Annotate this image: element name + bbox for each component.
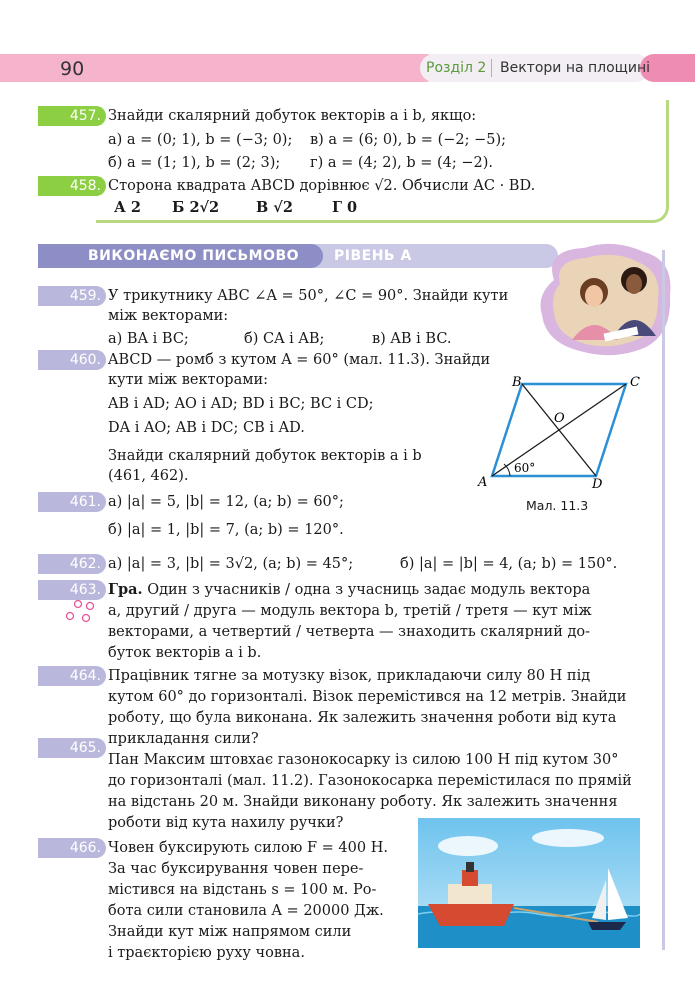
ex457-b: б) a = (1; 1), b = (2; 3); bbox=[108, 155, 281, 171]
ex466-line2: За час буксирування човен пере- bbox=[108, 861, 364, 877]
ex463-line3: векторами, а четвертий / четверта — знаходить скалярний до- bbox=[108, 624, 591, 640]
label-b: B bbox=[512, 375, 522, 390]
ex465-line1: Пан Максим штовхає газонокосарку із силою 100 Н під кутом 30° bbox=[108, 752, 619, 768]
group-work-icon bbox=[64, 598, 96, 626]
banner-title: ВИКОНАЄМО ПИСЬМОВО bbox=[88, 248, 300, 264]
label-d: D bbox=[592, 477, 603, 492]
exercise-number-463: 463. bbox=[38, 580, 106, 600]
ex460-line2: кути між векторами: bbox=[108, 372, 269, 388]
ex459-v: в) AB і BC. bbox=[372, 331, 452, 347]
intro-line1: Знайди скалярний добуток векторів a і b bbox=[108, 448, 422, 464]
ex460-line1: ABCD — ромб з кутом A = 60° (мал. 11.3). Знайди bbox=[108, 352, 491, 368]
towing-boat-illustration bbox=[418, 818, 640, 948]
ex458-text: Сторона квадрата ABCD дорівнює √2. Обчисли AC · BD. bbox=[108, 178, 536, 194]
ex464-line2: кутом 60° до горизонталі. Візок перемістився на 12 метрів. Знайди bbox=[108, 689, 627, 705]
ex462-b: б) |a| = |b| = 4, (a; b) = 150°. bbox=[400, 556, 618, 572]
ex462-a: а) |a| = 3, |b| = 3√2, (a; b) = 45°; bbox=[108, 556, 354, 572]
students-photo bbox=[534, 240, 674, 358]
exercise-number-465: 465. bbox=[38, 738, 106, 758]
ex460-line4: DA і AO; AB і DC; CB і AD. bbox=[108, 420, 305, 436]
ex465-line2: до горизонталі (мал. 11.2). Газонокосарка перемістилася по прямій bbox=[108, 773, 632, 789]
ex466-line1: Човен буксирують силою F = 400 Н. bbox=[108, 840, 388, 856]
exercise-number-462: 462. bbox=[38, 554, 106, 574]
ex464-line1: Працівник тягне за мотузку візок, прикладаючи силу 80 Н під bbox=[108, 668, 591, 684]
ex463-line2: a, другий / друга — модуль вектора b, третій / третя — кут між bbox=[108, 603, 592, 619]
ex458-option-v: В √2 bbox=[256, 199, 293, 216]
ex460-line3: AB і AD; AO і AD; BD і BC; BC і CD; bbox=[108, 396, 374, 412]
exercise-number-460: 460. bbox=[38, 350, 106, 370]
ex465-line4: роботи від кута нахилу ручки? bbox=[108, 815, 344, 831]
ex458-option-b: Б 2√2 bbox=[172, 199, 220, 216]
figure-caption: Мал. 11.3 bbox=[526, 498, 589, 513]
ex459-line2: між векторами: bbox=[108, 308, 229, 324]
ex466-line6: і траєкторією руху човна. bbox=[108, 945, 305, 961]
label-angle: 60° bbox=[514, 461, 536, 475]
ex465-line3: на відстань 20 м. Знайди виконану роботу. Як залежить значення bbox=[108, 794, 618, 810]
right-margin-rule bbox=[662, 250, 665, 950]
ex466-line5: Знайди кут між напрямом сили bbox=[108, 924, 352, 940]
label-a: A bbox=[478, 475, 488, 490]
page-number: 90 bbox=[60, 58, 85, 80]
exercise-number-458: 458. bbox=[38, 176, 106, 196]
ex463-line4: буток векторів a і b. bbox=[108, 645, 262, 661]
banner-level: РІВЕНЬ А bbox=[334, 248, 412, 264]
section-title: Вектори на площині bbox=[500, 60, 651, 76]
ex463-game-label: Гра. bbox=[108, 581, 143, 598]
ex461-b: б) |a| = 1, |b| = 7, (a; b) = 120°. bbox=[108, 522, 344, 538]
exercise-number-461: 461. bbox=[38, 492, 106, 512]
header-divider bbox=[491, 59, 492, 77]
intro-line2: (461, 462). bbox=[108, 468, 189, 484]
ex464-line4: прикладання сили? bbox=[108, 731, 259, 747]
section-number: Розділ 2 bbox=[426, 60, 487, 76]
ex459-a: а) BA і BC; bbox=[108, 331, 189, 347]
label-c: C bbox=[630, 375, 640, 390]
ex466-line4: бота сили становила A = 20000 Дж. bbox=[108, 903, 384, 919]
exercise-number-459: 459. bbox=[38, 286, 106, 306]
ex457-text: Знайди скалярний добуток векторів a і b, якщо: bbox=[108, 108, 477, 124]
ex457-a: а) a = (0; 1), b = (−3; 0); bbox=[108, 132, 293, 148]
exercise-number-466: 466. bbox=[38, 838, 106, 858]
ex461-a: а) |a| = 5, |b| = 12, (a; b) = 60°; bbox=[108, 494, 344, 510]
ex458-option-g: Г 0 bbox=[332, 199, 358, 216]
ex457-v: в) a = (6; 0), b = (−2; −5); bbox=[310, 132, 507, 148]
ex466-line3: містився на відстань s = 100 м. Ро- bbox=[108, 882, 377, 898]
ex458-option-a: А 2 bbox=[114, 199, 141, 216]
label-o: O bbox=[554, 411, 565, 426]
exercise-number-457: 457. bbox=[38, 106, 106, 126]
rhombus-figure bbox=[476, 372, 646, 494]
ex459-line1: У трикутнику ABC ∠A = 50°, ∠C = 90°. Знайди кути bbox=[108, 288, 509, 304]
ex464-line3: роботу, що була виконана. Як залежить значення роботи від кута bbox=[108, 710, 617, 726]
ex459-b: б) CA і AB; bbox=[244, 331, 325, 347]
ex463-line1: Один з учасників / одна з учасниць задає модуль вектора bbox=[142, 582, 591, 598]
exercise-number-464: 464. bbox=[38, 666, 106, 686]
ex457-g: г) a = (4; 2), b = (4; −2). bbox=[310, 155, 494, 171]
